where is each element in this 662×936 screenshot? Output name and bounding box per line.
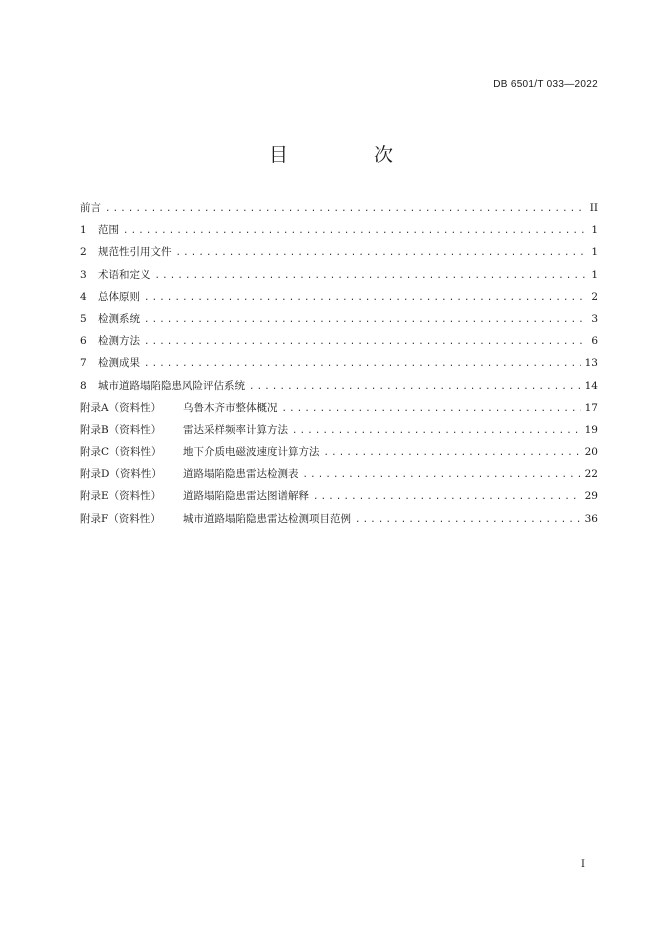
toc-leader-dots	[355, 515, 581, 525]
toc-entry-title: 雷达采样频率计算方法	[183, 423, 288, 436]
toc-entry[interactable]	[80, 466, 598, 488]
toc-entry-title: 总体原则	[98, 290, 140, 303]
toc-leader-dots	[144, 315, 586, 325]
toc-entry[interactable]	[80, 311, 598, 333]
toc-page-number: 19	[584, 423, 598, 436]
toc-leader-dots	[313, 492, 581, 502]
toc-leader-dots	[249, 382, 581, 392]
toc-entry[interactable]	[80, 355, 598, 377]
toc-leader-dots	[176, 248, 587, 258]
toc-entry[interactable]	[80, 244, 598, 266]
toc-section-number: 4	[80, 290, 87, 303]
toc-title: 目 次	[268, 144, 434, 166]
toc-entry-label	[80, 244, 172, 259]
toc-annex-label: 附录E（资料性）	[80, 490, 162, 503]
toc-entry-label	[80, 378, 245, 393]
toc-annex-label: 附录D（资料性）	[80, 468, 162, 481]
toc-entry[interactable]	[80, 400, 598, 422]
toc-page-number: 3	[591, 312, 598, 325]
toc-entry-title: 道路塌陷隐患雷达图谱解释	[183, 490, 309, 503]
toc-leader-dots	[155, 271, 587, 281]
toc-entry[interactable]	[80, 378, 598, 400]
page-number: I	[581, 859, 585, 870]
toc-page-number: 36	[584, 512, 598, 525]
toc-entry-label	[80, 222, 119, 237]
toc-section-number: 8	[80, 379, 87, 392]
toc-page-number: II	[589, 202, 598, 214]
toc-entry-label	[80, 444, 320, 459]
toc-entry-label	[80, 333, 140, 348]
toc-entry[interactable]	[80, 222, 598, 244]
toc-entry-title: 乌鲁木齐市整体概况	[183, 401, 278, 414]
toc-entry-title: 地下介质电磁波速度计算方法	[183, 446, 320, 459]
toc-entry-label	[80, 466, 299, 481]
toc-leader-dots	[144, 337, 586, 347]
toc-page-number: 1	[591, 224, 598, 237]
toc-entry-label	[80, 311, 140, 326]
toc-page-number: 22	[584, 468, 598, 481]
toc-entry-title: 城市道路塌陷隐患风险评估系统	[98, 379, 245, 392]
toc-entry[interactable]	[80, 289, 598, 311]
toc-leader-dots	[324, 448, 581, 458]
toc-entry-title: 城市道路塌陷隐患雷达检测项目范例	[183, 512, 351, 525]
toc-entry-title: 范围	[98, 224, 119, 237]
toc-entry[interactable]	[80, 422, 598, 444]
toc-annex-label: 附录A（资料性）	[80, 401, 162, 414]
toc-entry-label	[80, 267, 151, 282]
toc-entry-title: 检测成果	[98, 357, 140, 370]
toc-entry[interactable]	[80, 488, 598, 510]
toc-annex-label: 附录F（资料性）	[80, 512, 161, 525]
toc-entry[interactable]	[80, 444, 598, 466]
toc-page-number: 1	[591, 268, 598, 281]
toc-page-number: 29	[584, 490, 598, 503]
toc-entry-label	[80, 422, 288, 437]
toc-entry[interactable]	[80, 267, 598, 289]
toc-section-number: 1	[80, 224, 87, 237]
toc-entry[interactable]	[80, 200, 598, 222]
toc-page-number: 20	[584, 446, 598, 459]
toc-entry[interactable]	[80, 511, 598, 533]
document-code: DB 6501/T 033—2022	[493, 79, 598, 90]
toc-entry-label	[80, 488, 309, 503]
toc-entry-title: 道路塌陷隐患雷达检测表	[183, 468, 299, 481]
toc-entry-title: 术语和定义	[98, 268, 151, 281]
toc-section-number: 2	[80, 246, 87, 259]
toc-leader-dots	[144, 359, 581, 369]
toc-leader-dots	[144, 293, 586, 303]
toc-entry-label	[80, 511, 351, 526]
toc-leader-dots	[303, 470, 581, 480]
toc-page-number: 6	[591, 335, 598, 348]
toc-section-number: 3	[80, 268, 87, 281]
toc-entry-title: 检测系统	[98, 312, 140, 325]
toc-leader-dots	[123, 226, 586, 236]
toc-leader-dots	[282, 404, 581, 414]
toc-page-number: 1	[591, 246, 598, 259]
toc-page-number: 17	[584, 401, 598, 414]
toc-section-number: 6	[80, 335, 87, 348]
toc-entry[interactable]	[80, 333, 598, 355]
toc-section-number: 7	[80, 357, 87, 370]
toc-page-number: 13	[584, 357, 598, 370]
toc-entry-title: 规范性引用文件	[98, 246, 172, 259]
toc-section-number: 5	[80, 312, 87, 325]
toc-entry-label	[80, 289, 140, 304]
toc-leader-dots	[292, 426, 581, 436]
toc-annex-label: 附录C（资料性）	[80, 446, 162, 459]
table-of-contents	[80, 200, 598, 533]
toc-entry-title: 前言	[80, 202, 101, 214]
toc-page-number: 2	[591, 290, 598, 303]
toc-entry-label	[80, 355, 140, 370]
toc-entry-label	[80, 400, 278, 415]
toc-entry-title: 检测方法	[98, 335, 140, 348]
toc-page-number: 14	[584, 379, 598, 392]
toc-leader-dots	[105, 204, 586, 214]
toc-annex-label: 附录B（资料性）	[80, 423, 162, 436]
toc-entry-label	[80, 200, 101, 215]
